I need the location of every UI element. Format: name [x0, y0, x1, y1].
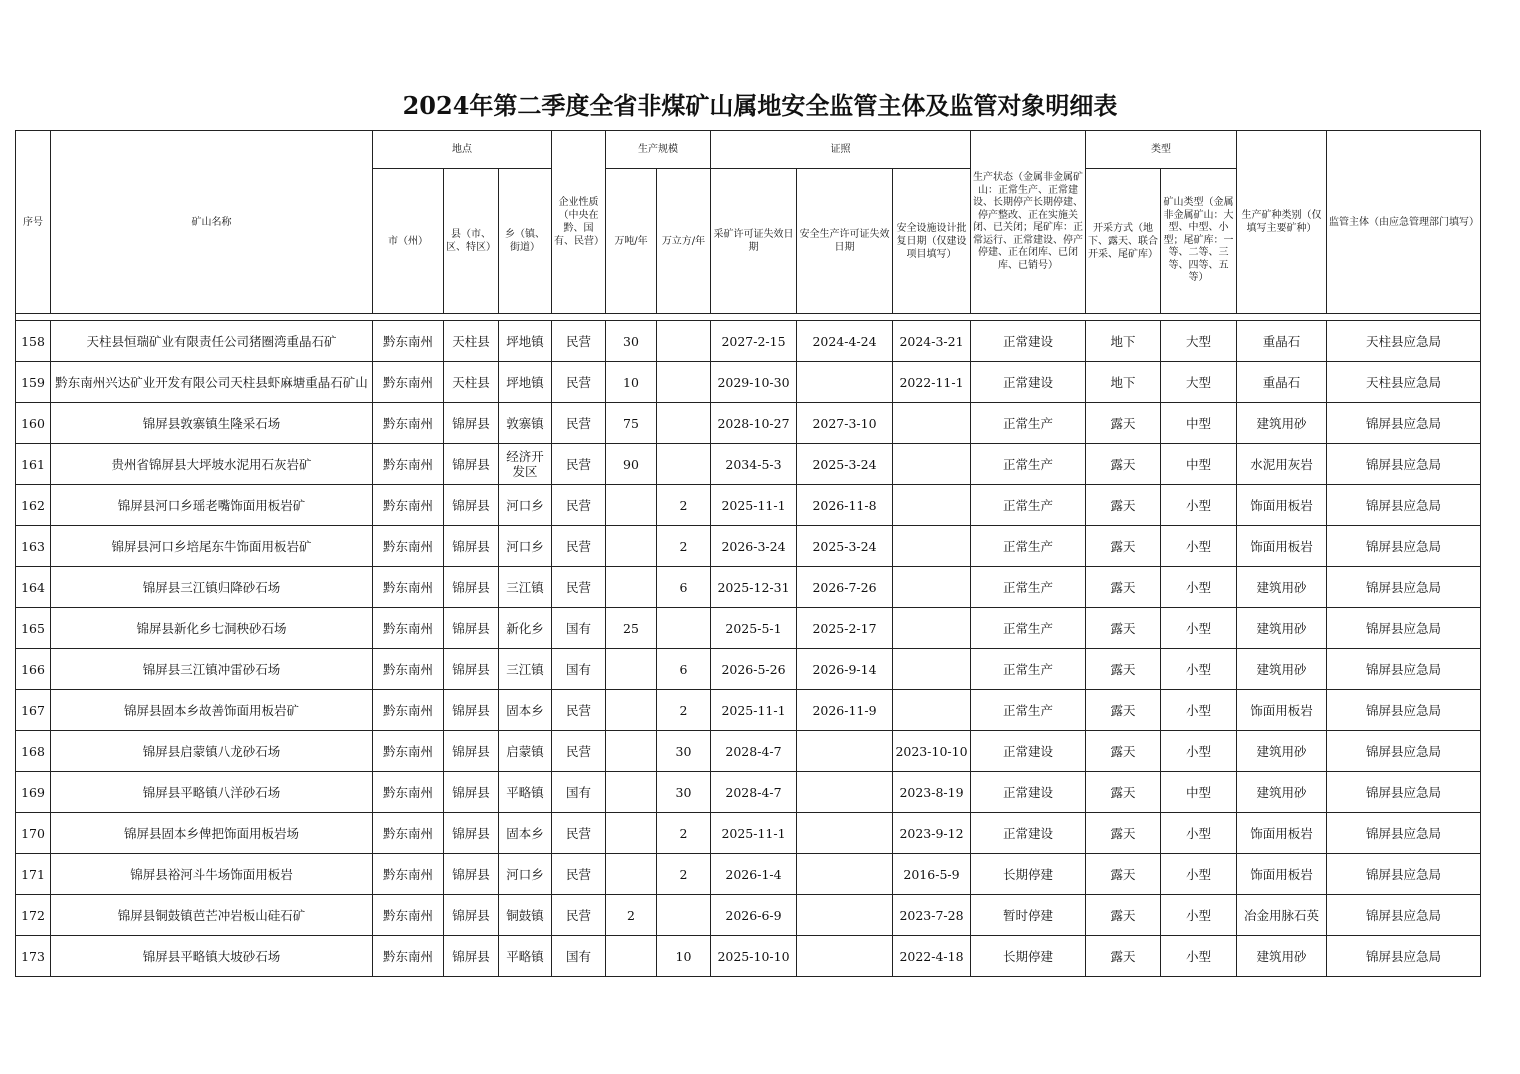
- cell-mine-type: 小型: [1161, 895, 1237, 936]
- header-town: 乡（镇、街道）: [499, 169, 552, 314]
- cell-mine-name: 贵州省锦屏县大坪坡水泥用石灰岩矿: [51, 444, 373, 485]
- cell-status: 正常生产: [971, 567, 1086, 608]
- cell-method: 露天: [1086, 403, 1161, 444]
- cell-status: 正常建设: [971, 321, 1086, 362]
- cell-city: 黔东南州: [373, 321, 444, 362]
- cell-design-approval: 2023-10-10: [893, 731, 971, 772]
- table-row: [16, 731, 1481, 772]
- cell-safety-license: [797, 731, 893, 772]
- table-row: [16, 690, 1481, 731]
- cell-town: 河口乡: [499, 854, 552, 895]
- cell-status: 长期停建: [971, 936, 1086, 977]
- header-design-approval: 安全设施设计批复日期（仅建设项目填写）: [893, 169, 971, 314]
- cell-scale-t: [606, 526, 657, 567]
- header-name: 矿山名称: [51, 131, 373, 314]
- table-row: [16, 813, 1481, 854]
- cell-regulator: 锦屏县应急局: [1327, 608, 1481, 649]
- cell-scale-t: 25: [606, 608, 657, 649]
- page-title: 2024年第二季度全省非煤矿山属地安全监管主体及监管对象明细表: [402, 91, 1118, 120]
- cell-method: 露天: [1086, 895, 1161, 936]
- cell-mineral: 饰面用板岩: [1237, 813, 1327, 854]
- cell-safety-license: [797, 854, 893, 895]
- cell-design-approval: [893, 444, 971, 485]
- cell-mine-name: 锦屏县固本乡故善饰面用板岩矿: [51, 690, 373, 731]
- cell-regulator: 锦屏县应急局: [1327, 567, 1481, 608]
- cell-mine-type: 小型: [1161, 731, 1237, 772]
- table-row: [16, 403, 1481, 444]
- cell-method: 露天: [1086, 936, 1161, 977]
- cell-regulator: 锦屏县应急局: [1327, 485, 1481, 526]
- cell-status: 正常生产: [971, 526, 1086, 567]
- cell-mine-type: 大型: [1161, 362, 1237, 403]
- cell-regulator: 锦屏县应急局: [1327, 813, 1481, 854]
- table-row: [16, 854, 1481, 895]
- cell-city: 黔东南州: [373, 731, 444, 772]
- cell-town: 敦寨镇: [499, 403, 552, 444]
- cell-town: 坪地镇: [499, 362, 552, 403]
- cell-nature: 国有: [552, 649, 606, 690]
- cell-city: 黔东南州: [373, 813, 444, 854]
- cell-design-approval: 2022-11-1: [893, 362, 971, 403]
- cell-nature: 民营: [552, 731, 606, 772]
- cell-seq: 162: [16, 485, 51, 526]
- cell-county: 锦屏县: [444, 772, 499, 813]
- cell-city: 黔东南州: [373, 854, 444, 895]
- cell-seq: 160: [16, 403, 51, 444]
- cell-scale-m3: 2: [657, 690, 711, 731]
- cell-mine-name: 黔东南州兴达矿业开发有限公司天柱县虾麻塘重晶石矿山: [51, 362, 373, 403]
- cell-safety-license: 2025-2-17: [797, 608, 893, 649]
- cell-city: 黔东南州: [373, 362, 444, 403]
- cell-seq: 171: [16, 854, 51, 895]
- cell-town: 经济开发区: [499, 444, 552, 485]
- cell-seq: 166: [16, 649, 51, 690]
- cell-method: 露天: [1086, 731, 1161, 772]
- cell-mine-type: 中型: [1161, 444, 1237, 485]
- cell-county: 锦屏县: [444, 567, 499, 608]
- cell-regulator: 锦屏县应急局: [1327, 895, 1481, 936]
- cell-regulator: 锦屏县应急局: [1327, 690, 1481, 731]
- cell-design-approval: 2024-3-21: [893, 321, 971, 362]
- cell-mine-name: 锦屏县固本乡俾把饰面用板岩场: [51, 813, 373, 854]
- cell-mineral: 建筑用砂: [1237, 608, 1327, 649]
- cell-design-approval: [893, 567, 971, 608]
- cell-scale-t: 90: [606, 444, 657, 485]
- cell-county: 锦屏县: [444, 936, 499, 977]
- cell-mine-name: 锦屏县河口乡培尾东牛饰面用板岩矿: [51, 526, 373, 567]
- cell-status: 正常建设: [971, 362, 1086, 403]
- cell-city: 黔东南州: [373, 690, 444, 731]
- cell-safety-license: 2026-7-26: [797, 567, 893, 608]
- cell-county: 锦屏县: [444, 649, 499, 690]
- cell-mining-license: 2028-10-27: [711, 403, 797, 444]
- cell-scale-t: 2: [606, 895, 657, 936]
- cell-mine-type: 小型: [1161, 690, 1237, 731]
- cell-mine-type: 小型: [1161, 485, 1237, 526]
- cell-town: 三江镇: [499, 649, 552, 690]
- header-license: 证照: [711, 131, 971, 169]
- cell-regulator: 锦屏县应急局: [1327, 526, 1481, 567]
- cell-mine-type: 小型: [1161, 813, 1237, 854]
- cell-design-approval: 2023-7-28: [893, 895, 971, 936]
- cell-nature: 民营: [552, 485, 606, 526]
- cell-mining-license: 2026-6-9: [711, 895, 797, 936]
- cell-nature: 民营: [552, 444, 606, 485]
- cell-nature: 国有: [552, 772, 606, 813]
- cell-design-approval: [893, 403, 971, 444]
- cell-design-approval: 2023-8-19: [893, 772, 971, 813]
- table-body: [16, 314, 1481, 977]
- cell-method: 露天: [1086, 485, 1161, 526]
- cell-design-approval: [893, 608, 971, 649]
- header-method: 开采方式（地下、露天、联合开采、尾矿库）: [1086, 169, 1161, 314]
- cell-scale-m3: [657, 608, 711, 649]
- cell-county: 锦屏县: [444, 403, 499, 444]
- table-row: [16, 362, 1481, 403]
- cell-mine-name: 锦屏县三江镇冲雷砂石场: [51, 649, 373, 690]
- cell-mining-license: 2025-11-1: [711, 813, 797, 854]
- cell-status: 正常生产: [971, 690, 1086, 731]
- cell-mine-name: 天柱县恒瑞矿业有限责任公司猪圈湾重晶石矿: [51, 321, 373, 362]
- cell-nature: 国有: [552, 936, 606, 977]
- cell-safety-license: [797, 772, 893, 813]
- cell-regulator: 天柱县应急局: [1327, 362, 1481, 403]
- cell-regulator: 锦屏县应急局: [1327, 731, 1481, 772]
- cell-nature: 民营: [552, 895, 606, 936]
- cell-scale-m3: 6: [657, 649, 711, 690]
- cell-town: 铜鼓镇: [499, 895, 552, 936]
- table-header: [16, 131, 1481, 314]
- cell-county: 锦屏县: [444, 813, 499, 854]
- cell-design-approval: [893, 485, 971, 526]
- cell-safety-license: 2026-11-8: [797, 485, 893, 526]
- cell-regulator: 锦屏县应急局: [1327, 772, 1481, 813]
- cell-method: 露天: [1086, 690, 1161, 731]
- cell-safety-license: 2027-3-10: [797, 403, 893, 444]
- header-location: 地点: [373, 131, 552, 169]
- cell-town: 河口乡: [499, 526, 552, 567]
- mine-table: [15, 130, 1481, 977]
- header-status: 生产状态（金属非金属矿山：正常生产、正常建设、长期停产长期停建、停产整改、正在实施关闭、已关闭；尾矿库：正常运行、正常建设、停产停建、正在闭库、已闭库、已销号）: [971, 131, 1086, 314]
- cell-safety-license: [797, 813, 893, 854]
- cell-town: 固本乡: [499, 813, 552, 854]
- cell-mine-type: 小型: [1161, 567, 1237, 608]
- cell-mineral: 建筑用砂: [1237, 731, 1327, 772]
- cell-method: 露天: [1086, 567, 1161, 608]
- header-mineral: 生产矿种类别（仅填写主要矿种）: [1237, 131, 1327, 314]
- cell-mineral: 冶金用脉石英: [1237, 895, 1327, 936]
- cell-town: 固本乡: [499, 690, 552, 731]
- table-row: [16, 567, 1481, 608]
- cell-seq: 161: [16, 444, 51, 485]
- cell-town: 新化乡: [499, 608, 552, 649]
- cell-mining-license: 2025-11-1: [711, 485, 797, 526]
- cell-status: 正常生产: [971, 444, 1086, 485]
- cell-seq: 169: [16, 772, 51, 813]
- cell-status: 正常生产: [971, 485, 1086, 526]
- cell-town: 平略镇: [499, 936, 552, 977]
- cell-mine-type: 小型: [1161, 854, 1237, 895]
- cell-mine-type: 大型: [1161, 321, 1237, 362]
- cell-safety-license: 2026-9-14: [797, 649, 893, 690]
- cell-mine-name: 锦屏县新化乡七洞秧砂石场: [51, 608, 373, 649]
- cell-mining-license: 2025-10-10: [711, 936, 797, 977]
- cell-scale-t: 10: [606, 362, 657, 403]
- cell-mine-type: 小型: [1161, 649, 1237, 690]
- cell-design-approval: 2016-5-9: [893, 854, 971, 895]
- table-row: [16, 772, 1481, 813]
- header-scale: 生产规模: [606, 131, 711, 169]
- cell-county: 锦屏县: [444, 608, 499, 649]
- header-regulator: 监管主体（由应急管理部门填写）: [1327, 131, 1481, 314]
- cell-scale-m3: [657, 362, 711, 403]
- cell-method: 露天: [1086, 526, 1161, 567]
- cell-design-approval: 2023-9-12: [893, 813, 971, 854]
- cell-mineral: 饰面用板岩: [1237, 485, 1327, 526]
- cell-method: 露天: [1086, 649, 1161, 690]
- cell-county: 锦屏县: [444, 444, 499, 485]
- header-nature: 企业性质（中央在黔、国有、民营）: [552, 131, 606, 314]
- cell-scale-t: [606, 813, 657, 854]
- cell-county: 锦屏县: [444, 854, 499, 895]
- cell-seq: 164: [16, 567, 51, 608]
- cell-nature: 民营: [552, 362, 606, 403]
- cell-nature: 民营: [552, 321, 606, 362]
- cell-county: 锦屏县: [444, 526, 499, 567]
- cell-mine-name: 锦屏县启蒙镇八龙砂石场: [51, 731, 373, 772]
- cell-scale-t: [606, 485, 657, 526]
- cell-mine-type: 小型: [1161, 936, 1237, 977]
- table-row: [16, 485, 1481, 526]
- cell-mine-name: 锦屏县裕河斗牛场饰面用板岩: [51, 854, 373, 895]
- cell-town: 平略镇: [499, 772, 552, 813]
- cell-mining-license: 2026-3-24: [711, 526, 797, 567]
- cell-mining-license: 2026-1-4: [711, 854, 797, 895]
- cell-city: 黔东南州: [373, 772, 444, 813]
- cell-mining-license: 2026-5-26: [711, 649, 797, 690]
- cell-seq: 173: [16, 936, 51, 977]
- cell-status: 正常建设: [971, 772, 1086, 813]
- table-row: [16, 608, 1481, 649]
- cell-status: 长期停建: [971, 854, 1086, 895]
- cell-nature: 国有: [552, 608, 606, 649]
- cell-scale-t: 30: [606, 321, 657, 362]
- cell-seq: 172: [16, 895, 51, 936]
- cell-city: 黔东南州: [373, 526, 444, 567]
- cell-seq: 158: [16, 321, 51, 362]
- cell-mining-license: 2028-4-7: [711, 731, 797, 772]
- cell-mineral: 建筑用砂: [1237, 936, 1327, 977]
- table-row: [16, 321, 1481, 362]
- cell-status: 正常生产: [971, 649, 1086, 690]
- cell-scale-t: [606, 731, 657, 772]
- cell-town: 三江镇: [499, 567, 552, 608]
- cell-scale-m3: 2: [657, 854, 711, 895]
- cell-safety-license: [797, 895, 893, 936]
- cell-scale-m3: 2: [657, 813, 711, 854]
- cell-nature: 民营: [552, 813, 606, 854]
- cell-status: 正常建设: [971, 731, 1086, 772]
- cell-mine-name: 锦屏县平略镇八洋砂石场: [51, 772, 373, 813]
- cell-county: 锦屏县: [444, 731, 499, 772]
- cell-safety-license: [797, 362, 893, 403]
- cell-safety-license: 2026-11-9: [797, 690, 893, 731]
- header-safety-license: 安全生产许可证失效日期: [797, 169, 893, 314]
- cell-scale-t: [606, 690, 657, 731]
- cell-city: 黔东南州: [373, 485, 444, 526]
- cell-scale-m3: 6: [657, 567, 711, 608]
- cell-mine-name: 锦屏县三江镇归降砂石场: [51, 567, 373, 608]
- cell-regulator: 锦屏县应急局: [1327, 444, 1481, 485]
- cell-mine-name: 锦屏县平略镇大坡砂石场: [51, 936, 373, 977]
- cell-scale-m3: 30: [657, 731, 711, 772]
- cell-mineral: 建筑用砂: [1237, 649, 1327, 690]
- cell-mining-license: 2025-5-1: [711, 608, 797, 649]
- cell-town: 启蒙镇: [499, 731, 552, 772]
- cell-method: 露天: [1086, 444, 1161, 485]
- cell-scale-m3: 30: [657, 772, 711, 813]
- table-row: [16, 649, 1481, 690]
- header-scale-m3: 万立方/年: [657, 169, 711, 314]
- cell-mine-name: 锦屏县敦寨镇生隆采石场: [51, 403, 373, 444]
- cell-mineral: 建筑用砂: [1237, 772, 1327, 813]
- cell-scale-m3: [657, 444, 711, 485]
- cell-town: 坪地镇: [499, 321, 552, 362]
- cell-scale-m3: 2: [657, 526, 711, 567]
- cell-design-approval: [893, 526, 971, 567]
- cell-county: 锦屏县: [444, 895, 499, 936]
- cell-county: 锦屏县: [444, 690, 499, 731]
- cell-mine-type: 小型: [1161, 526, 1237, 567]
- cell-seq: 165: [16, 608, 51, 649]
- cell-mining-license: 2025-12-31: [711, 567, 797, 608]
- cell-city: 黔东南州: [373, 444, 444, 485]
- cell-method: 露天: [1086, 854, 1161, 895]
- cell-scale-t: [606, 854, 657, 895]
- cell-mineral: 重晶石: [1237, 362, 1327, 403]
- cell-scale-m3: [657, 321, 711, 362]
- cell-city: 黔东南州: [373, 936, 444, 977]
- cell-mining-license: 2027-2-15: [711, 321, 797, 362]
- header-city: 市（州）: [373, 169, 444, 314]
- cell-mineral: 重晶石: [1237, 321, 1327, 362]
- cell-city: 黔东南州: [373, 567, 444, 608]
- cell-regulator: 锦屏县应急局: [1327, 936, 1481, 977]
- cell-seq: 168: [16, 731, 51, 772]
- cell-regulator: 天柱县应急局: [1327, 321, 1481, 362]
- cell-scale-t: [606, 772, 657, 813]
- cell-mine-name: 锦屏县铜鼓镇芭芒冲岩板山硅石矿: [51, 895, 373, 936]
- cell-seq: 170: [16, 813, 51, 854]
- cell-safety-license: 2024-4-24: [797, 321, 893, 362]
- cell-method: 露天: [1086, 813, 1161, 854]
- cell-mine-type: 中型: [1161, 403, 1237, 444]
- cell-county: 锦屏县: [444, 485, 499, 526]
- header-seq: 序号: [16, 131, 51, 314]
- cell-seq: 159: [16, 362, 51, 403]
- cell-scale-m3: 2: [657, 485, 711, 526]
- cell-design-approval: 2022-4-18: [893, 936, 971, 977]
- cell-status: 暂时停建: [971, 895, 1086, 936]
- cell-scale-t: [606, 649, 657, 690]
- cell-county: 天柱县: [444, 321, 499, 362]
- cell-mining-license: 2029-10-30: [711, 362, 797, 403]
- table-row: [16, 936, 1481, 977]
- cell-mineral: 建筑用砂: [1237, 403, 1327, 444]
- cell-regulator: 锦屏县应急局: [1327, 403, 1481, 444]
- cell-method: 地下: [1086, 321, 1161, 362]
- cell-status: 正常生产: [971, 608, 1086, 649]
- cell-method: 露天: [1086, 772, 1161, 813]
- cell-seq: 167: [16, 690, 51, 731]
- cell-design-approval: [893, 690, 971, 731]
- cell-nature: 民营: [552, 567, 606, 608]
- table-row: [16, 444, 1481, 485]
- cell-regulator: 锦屏县应急局: [1327, 649, 1481, 690]
- table-row: [16, 526, 1481, 567]
- cell-scale-m3: 10: [657, 936, 711, 977]
- cell-mineral: 建筑用砂: [1237, 567, 1327, 608]
- cell-scale-t: [606, 936, 657, 977]
- cell-mining-license: 2028-4-7: [711, 772, 797, 813]
- header-scale-t: 万吨/年: [606, 169, 657, 314]
- header-county: 县（市、区、特区）: [444, 169, 499, 314]
- cell-scale-t: [606, 567, 657, 608]
- cell-status: 正常生产: [971, 403, 1086, 444]
- cell-regulator: 锦屏县应急局: [1327, 854, 1481, 895]
- cell-scale-m3: [657, 403, 711, 444]
- cell-nature: 民营: [552, 854, 606, 895]
- cell-status: 正常建设: [971, 813, 1086, 854]
- header-mine-type: 矿山类型（金属非金属矿山：大型、中型、小型；尾矿库：一等、二等、三等、四等、五等）: [1161, 169, 1237, 314]
- cell-town: 河口乡: [499, 485, 552, 526]
- cell-method: 地下: [1086, 362, 1161, 403]
- header-type: 类型: [1086, 131, 1237, 169]
- cell-mine-type: 中型: [1161, 772, 1237, 813]
- cell-county: 天柱县: [444, 362, 499, 403]
- cell-nature: 民营: [552, 690, 606, 731]
- cell-method: 露天: [1086, 608, 1161, 649]
- header-mining-license: 采矿许可证失效日期: [711, 169, 797, 314]
- cell-nature: 民营: [552, 403, 606, 444]
- cell-city: 黔东南州: [373, 895, 444, 936]
- cell-mine-type: 小型: [1161, 608, 1237, 649]
- cell-city: 黔东南州: [373, 608, 444, 649]
- cell-mineral: 饰面用板岩: [1237, 526, 1327, 567]
- cell-safety-license: [797, 936, 893, 977]
- cell-mine-name: 锦屏县河口乡瑶老嘴饰面用板岩矿: [51, 485, 373, 526]
- cell-design-approval: [893, 649, 971, 690]
- cell-seq: 163: [16, 526, 51, 567]
- cell-mining-license: 2025-11-1: [711, 690, 797, 731]
- cell-city: 黔东南州: [373, 649, 444, 690]
- cell-mineral: 饰面用板岩: [1237, 854, 1327, 895]
- cell-scale-m3: [657, 895, 711, 936]
- cell-nature: 民营: [552, 526, 606, 567]
- cell-safety-license: 2025-3-24: [797, 526, 893, 567]
- table-row: [16, 895, 1481, 936]
- cell-scale-t: 75: [606, 403, 657, 444]
- cell-safety-license: 2025-3-24: [797, 444, 893, 485]
- cell-mining-license: 2034-5-3: [711, 444, 797, 485]
- cell-mineral: 饰面用板岩: [1237, 690, 1327, 731]
- cell-city: 黔东南州: [373, 403, 444, 444]
- cell-mineral: 水泥用灰岩: [1237, 444, 1327, 485]
